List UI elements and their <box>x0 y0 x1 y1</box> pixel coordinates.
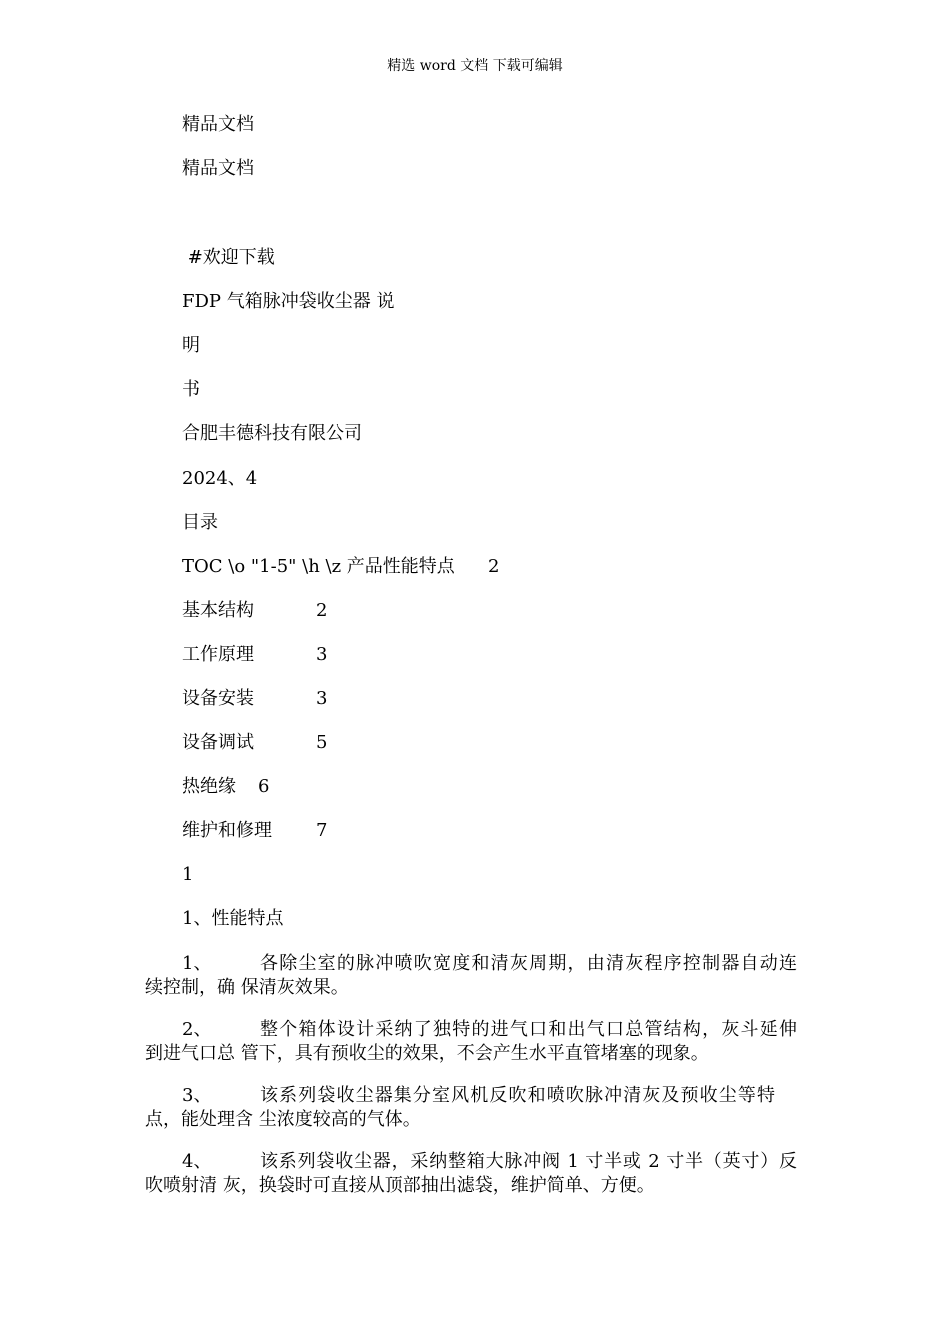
feature-paragraph <box>145 1018 797 1066</box>
toc-entry-page: 6 <box>258 776 270 797</box>
feature-text-continuation: 续控制，确 保清灰效果。 <box>145 977 349 998</box>
toc-entry[interactable] <box>182 819 328 843</box>
toc-entry-label: TOC \o "1-5" \h \z 产品性能特点 <box>182 556 455 577</box>
feature-text-line: 该系列袋收尘器集分室风机反吹和喷吹脉冲清灰及预收尘等特 <box>260 1085 775 1106</box>
page-header: 精选 word 文档 下载可编辑 <box>387 58 563 74</box>
toc-entry[interactable] <box>182 687 328 711</box>
toc-entry-label: 基本结构 <box>182 600 254 621</box>
toc-entry-page: 7 <box>316 820 328 841</box>
toc-entry-page: 5 <box>316 732 328 753</box>
toc-entry[interactable] <box>182 731 328 755</box>
document-date: 2024、4 <box>182 468 258 489</box>
welcome-line: #欢迎下载 <box>182 247 275 268</box>
toc-entry-label: 设备调试 <box>182 732 254 753</box>
toc-entry-page: 2 <box>316 600 328 621</box>
toc-entry-label: 工作原理 <box>182 644 254 665</box>
toc-entry-label: 热绝缘 <box>182 776 236 797</box>
document-title-line-3: 书 <box>182 379 200 400</box>
toc-entry-label: 维护和修理 <box>182 820 272 841</box>
toc-entry[interactable] <box>182 599 328 623</box>
toc-entry-page: 2 <box>488 556 500 577</box>
feature-index: 3、 <box>182 1085 212 1106</box>
feature-text-line: 各除尘室的脉冲喷吹宽度和清灰周期，由清灰程序控制器自动连 <box>260 953 797 974</box>
toc-entry-page: 3 <box>316 688 328 709</box>
document-title-line-2: 明 <box>182 335 200 356</box>
feature-text-continuation: 吹喷射清 灰，换袋时可直接从顶部抽出滤袋，维护简单、方便。 <box>145 1175 655 1196</box>
feature-index: 4、 <box>182 1151 212 1172</box>
feature-text-continuation: 到进气口总 管下，具有预收尘的效果，不会产生水平直管堵塞的现象。 <box>145 1043 709 1064</box>
section-heading: 1、性能特点 <box>182 908 284 929</box>
toc-heading: 目录 <box>182 512 218 533</box>
doc-label-1: 精品文档 <box>182 114 254 135</box>
toc-entry-label: 设备安装 <box>182 688 254 709</box>
feature-text-line: 整个箱体设计采纳了独特的进气口和出气口总管结构，灰斗延伸 <box>260 1019 797 1040</box>
feature-paragraph <box>145 952 797 1000</box>
toc-entry-page: 3 <box>316 644 328 665</box>
feature-text-continuation: 点，能处理含 尘浓度较高的气体。 <box>145 1109 421 1130</box>
document-title-line-1: FDP 气箱脉冲袋收尘器 说 <box>182 291 395 312</box>
toc-entry[interactable] <box>182 643 328 667</box>
feature-index: 1、 <box>182 953 212 974</box>
company-name: 合肥丰德科技有限公司 <box>182 423 362 444</box>
doc-label-2: 精品文档 <box>182 158 254 179</box>
toc-entry[interactable] <box>182 555 500 579</box>
page-number: 1 <box>182 864 194 885</box>
feature-text-line: 该系列袋收尘器，采纳整箱大脉冲阀 1 寸半或 2 寸半（英寸）反 <box>260 1151 797 1172</box>
feature-index: 2、 <box>182 1019 212 1040</box>
feature-paragraph <box>145 1150 797 1198</box>
feature-paragraph <box>145 1084 797 1132</box>
toc-entry[interactable] <box>182 775 270 799</box>
